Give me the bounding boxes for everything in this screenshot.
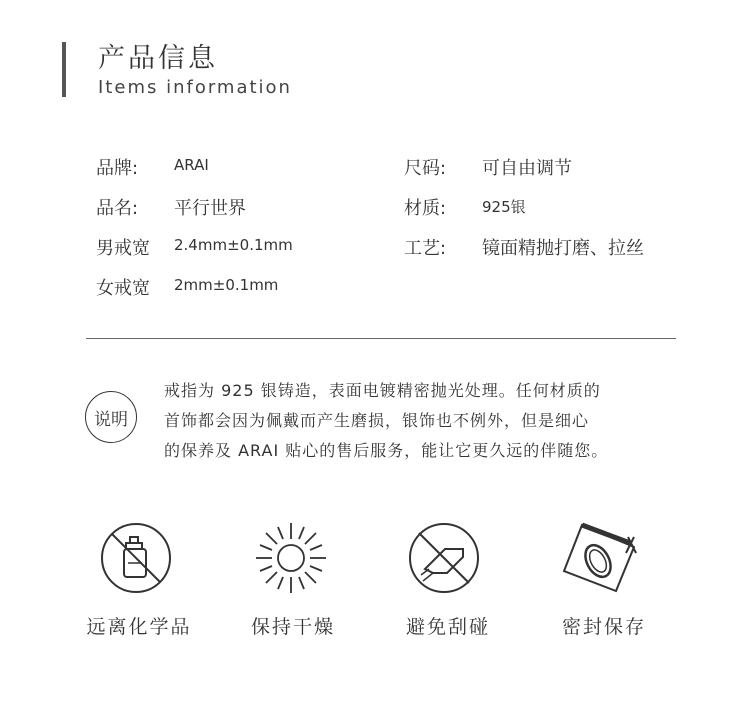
spec-value: 925银: [482, 198, 526, 216]
spec-value: 2mm±0.1mm: [174, 276, 279, 294]
no-chemicals-icon: [97, 519, 175, 597]
spec-label: 材质:: [404, 198, 447, 219]
spec-value: ARAI: [174, 156, 209, 174]
note-line-3: 的保养及 ARAI 贴心的售后服务，能让它更久远的伴随您。: [164, 441, 609, 460]
page-title: 产品信息: [98, 43, 218, 74]
spec-label: 男戒宽: [96, 238, 150, 259]
sealed-storage-icon: [560, 519, 638, 597]
spec-value: 2.4mm±0.1mm: [174, 236, 293, 254]
care-label-storage: 密封保存: [561, 616, 646, 638]
care-label-dry: 保持干燥: [250, 616, 335, 638]
spec-value: 平行世界: [174, 198, 246, 219]
section-divider: [86, 338, 676, 339]
spec-label: 品名:: [96, 198, 139, 219]
note-line-1: 戒指为 925 银铸造，表面电镀精密抛光处理。任何材质的: [164, 381, 601, 400]
spec-value: 镜面精抛打磨、拉丝: [482, 238, 644, 259]
spec-label: 品牌:: [96, 158, 139, 179]
note-badge: 说明: [85, 391, 137, 443]
care-label-scratch: 避免刮碰: [405, 616, 490, 638]
spec-label: 尺码:: [404, 158, 447, 179]
no-scratch-icon: [405, 519, 483, 597]
spec-value: 可自由调节: [482, 158, 572, 179]
note-line-2: 首饰都会因为佩戴而产生磨损，银饰也不例外，但是细心: [164, 411, 590, 430]
title-accent-bar: [62, 42, 66, 97]
spec-label: 女戒宽: [96, 278, 150, 299]
care-label-chemicals: 远离化学品: [86, 616, 192, 638]
page-subtitle: Items information: [98, 77, 292, 98]
spec-label: 工艺:: [404, 238, 447, 259]
sun-icon: [252, 519, 330, 597]
